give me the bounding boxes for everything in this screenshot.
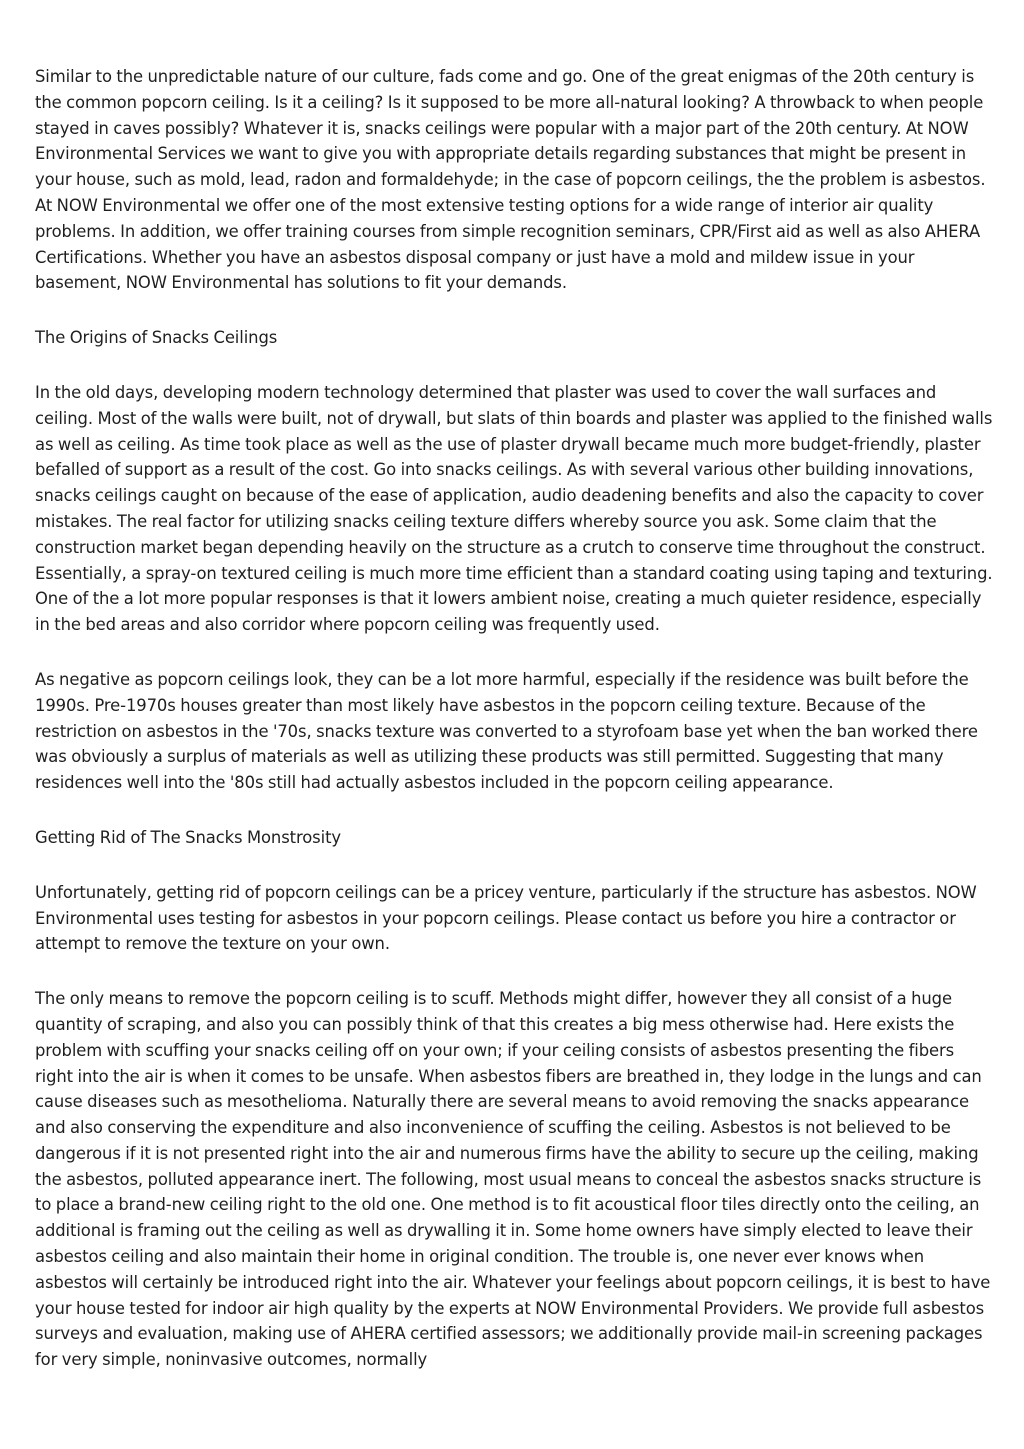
section-heading-origins: The Origins of Snacks Ceilings [35, 328, 278, 348]
intro-paragraph: Similar to the unpredictable nature of our culture, fads come and go. One of the great enigmas of the 20th century is the common popcorn ceiling. Is it a ceiling? Is it supposed to be more all-natural looking? A throwback to when people stayed in caves possibly? Whatever it is, snacks ceilings were popular with a major part of the 20th century. At NOW Environmental Services we want to give you with appropriate details regarding substances that might be present in your house, such as mold, lead, radon and formaldehyde; in the case of popcorn ceilings, the the problem is asbestos. At NOW Environmental we offer one of the most extensive testing options for a wide range of interior air quality problems. In addition, we offer training courses from simple recognition seminars, CPR/First aid as well as also AHERA Certifications. Whether you have an asbestos disposal company or just have a mold and mildew issue in your basement, NOW Environmental has solutions to fit your demands. [35, 67, 986, 293]
asbestos-risk-paragraph: As negative as popcorn ceilings look, they can be a lot more harmful, especially if the residence was built before the 1990s. Pre-1970s houses greater than most likely have asbestos in the popcorn ceiling texture. Because of the restriction on asbestos in the '70s, snacks texture was converted to a styrofoam base yet when the ban worked there was obviously a surplus of materials as well as utilizing these products was still permitted. Suggesting that many residences well into the '80s still had actually asbestos included in the popcorn ceiling appearance. [35, 669, 978, 793]
article-body [35, 64, 995, 1402]
removal-cost-paragraph: Unfortunately, getting rid of popcorn ceilings can be a pricey venture, particularly if the structure has asbestos. NOW Environmental uses testing for asbestos in your popcorn ceilings. Please contact us before you hire a contractor or attempt to remove the texture on your own. [35, 882, 977, 954]
origins-paragraph: In the old days, developing modern technology determined that plaster was used to cover the wall surfaces and ceiling. Most of the walls were built, not of drywall, but slats of thin boards and plaster was applied to the finished walls as well as ceiling. As time took place as well as the use of plaster drywall became much more budget-friendly, plaster befalled of support as a result of the cost. Go into snacks ceilings. As with several various other building innovations, snacks ceilings caught on because of the ease of application, audio deadening benefits and also the capacity to cover mistakes. The real factor for utilizing snacks ceiling texture differs whereby source you ask. Some claim that the construction market began depending heavily on the structure as a crutch to conserve time throughout the construct. Essentially, a spray-on textured ceiling is much more time efficient than a standard coating using taping and texturing. One of the a lot more popular responses is that it lowers ambient noise, creating a much quieter residence, especially in the bed areas and also corridor where popcorn ceiling was frequently used. [35, 382, 993, 635]
section-heading-removal: Getting Rid of The Snacks Monstrosity [35, 827, 341, 847]
removal-methods-paragraph: The only means to remove the popcorn ceiling is to scuff. Methods might differ, however they all consist of a huge quantity of scraping, and also you can possibly think of that this creates a big mess otherwise had. Here exists the problem with scuffing your snacks ceiling off on your own; if your ceiling consists of asbestos presenting the fibers right into the air is when it comes to be unsafe. When asbestos fibers are breathed in, they lodge in the lungs and can cause diseases such as mesothelioma. Naturally there are several means to avoid removing the snacks appearance and also conserving the expenditure and also inconvenience of scuffing the ceiling. Asbestos is not believed to be dangerous if it is not presented right into the air and numerous firms have the ability to secure up the ceiling, making the asbestos, polluted appearance inert. The following, most usual means to conceal the asbestos snacks structure is to place a brand-new ceiling right to the old one. One method is to fit acoustical floor tiles directly onto the ceiling, an additional is framing out the ceiling as well as drywalling it in. Some home owners have simply elected to leave their asbestos ceiling and also maintain their home in original condition. The trouble is, one never ever knows when asbestos will certainly be introduced right into the air. Whatever your feelings about popcorn ceilings, it is best to have your house tested for indoor air high quality by the experts at NOW Environmental Providers. We provide full asbestos surveys and evaluation, making use of AHERA certified assessors; we additionally provide mail-in screening packages for very simple, noninvasive outcomes, normally [35, 989, 991, 1370]
